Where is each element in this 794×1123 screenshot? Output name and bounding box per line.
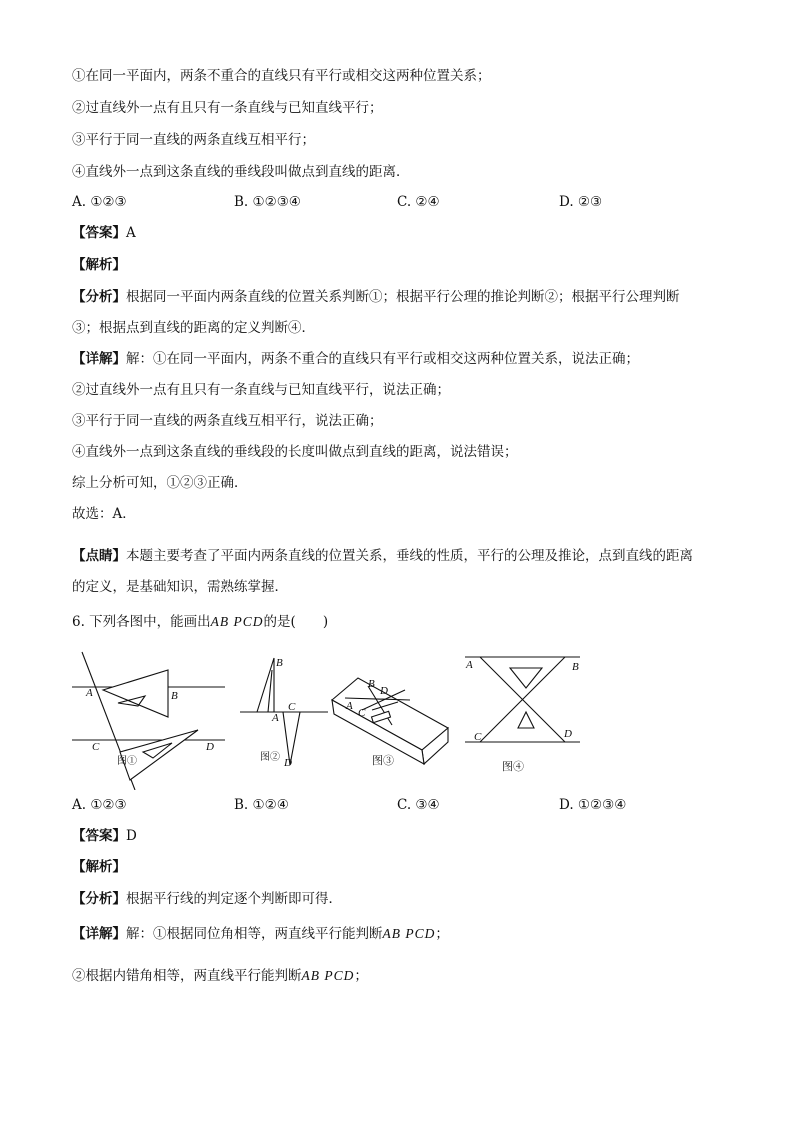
- q6-analysis: [72, 889, 342, 909]
- detail-tag: 【详解】: [72, 926, 126, 942]
- detail-math: AB PCD: [382, 926, 436, 941]
- q5-detail-6: 故选：A．: [72, 506, 136, 522]
- q5-option-d: D. ②③: [559, 194, 603, 210]
- comment-text: 本题主要考查了平面内两条直线的位置关系，垂线的性质，平行的公理及推论，点到直线的距离: [126, 548, 693, 564]
- q5-comment-1: [72, 546, 693, 566]
- fig4-caption: 图④: [502, 761, 524, 773]
- q5-jiexi: 【解析】: [72, 257, 126, 273]
- fig3-label-b: B: [368, 678, 375, 690]
- q5-answer: [72, 223, 136, 243]
- figure-1: [72, 652, 225, 790]
- fig3-label-c: C: [358, 707, 366, 719]
- fig1-label-d: D: [206, 741, 214, 753]
- q6-prefix: 6. 下列各图中，能画出: [72, 614, 211, 630]
- q6-jiexi: 【解析】: [72, 859, 126, 875]
- fig4-label-d: D: [564, 728, 572, 740]
- q5-option-b: B. ①②③④: [234, 194, 301, 210]
- answer-tag: 【答案】: [72, 225, 126, 241]
- q5-analysis-1: [72, 287, 680, 307]
- figure-3: [332, 678, 448, 767]
- fig4-label-c: C: [474, 731, 482, 743]
- analysis-tag: 【分析】: [72, 891, 126, 907]
- detail-tag: 【详解】: [72, 351, 126, 367]
- detail-end: ；: [354, 968, 368, 984]
- fig2-label-b: B: [276, 657, 283, 669]
- detail-text: ②根据内错角相等，两直线平行能判断: [72, 968, 302, 984]
- fig4-label-b: B: [572, 661, 579, 673]
- q6-option-c: C. ③④: [397, 797, 440, 813]
- analysis-tag: 【分析】: [72, 289, 126, 305]
- detail-text: 解：①根据同位角相等，两直线平行能判断: [126, 926, 383, 942]
- fig2-label-a: A: [272, 712, 279, 724]
- q5-option-c: C. ②④: [397, 194, 440, 210]
- analysis-text: 根据同一平面内两条直线的位置关系判断①；根据平行公理的推论判断②；根据平行公理判断: [126, 289, 680, 305]
- figure-4: [465, 657, 580, 773]
- q6-detail-1: [72, 924, 449, 944]
- answer-value: A: [126, 225, 136, 241]
- q5-detail-5: 综上分析可知，①②③正确．: [72, 475, 248, 491]
- q5-comment-2: 的定义，是基础知识，需熟练掌握．: [72, 579, 288, 595]
- fig3-caption: 图③: [372, 755, 394, 767]
- fig2-caption: 图②: [260, 752, 280, 763]
- q6-answer: [72, 826, 137, 846]
- q6-stem: [72, 612, 328, 632]
- statement-2: ②过直线外一点有且只有一条直线与已知直线平行；: [72, 100, 383, 116]
- comment-tag: 【点睛】: [72, 548, 126, 564]
- fig1-label-a: A: [86, 687, 93, 699]
- fig2-label-d: D: [284, 757, 292, 769]
- q6-math: AB PCD: [210, 614, 264, 629]
- statement-1: ①在同一平面内，两条不重合的直线只有平行或相交这两种位置关系；: [72, 68, 491, 84]
- detail-text: 解：①在同一平面内，两条不重合的直线只有平行或相交这两种位置关系，说法正确；: [126, 351, 639, 367]
- q6-option-b: B. ①②④: [234, 797, 289, 813]
- q5-detail-3: ③平行于同一直线的两条直线互相平行，说法正确；: [72, 413, 383, 429]
- fig2-label-c: C: [288, 701, 296, 713]
- fig3-label-d: D: [380, 685, 388, 697]
- statement-3: ③平行于同一直线的两条直线互相平行；: [72, 132, 315, 148]
- q6-option-d: D. ①②③④: [559, 797, 627, 813]
- fig1-label-c: C: [92, 741, 100, 753]
- q6-suffix: 的是( ): [263, 614, 329, 630]
- q5-analysis-2: ③；根据点到直线的距离的定义判断④．: [72, 320, 315, 336]
- q5-detail-2: ②过直线外一点有且只有一条直线与已知直线平行，说法正确；: [72, 382, 450, 398]
- q6-option-a: A. ①②③: [72, 797, 127, 813]
- answer-value: D: [126, 828, 137, 844]
- detail-end: ；: [435, 926, 449, 942]
- q5-detail-4: ④直线外一点到这条直线的垂线段的长度叫做点到直线的距离，说法错误；: [72, 444, 518, 460]
- q5-option-a: A. ①②③: [72, 194, 127, 210]
- analysis-text: 根据平行线的判定逐个判断即可得．: [126, 891, 342, 907]
- q6-detail-2: [72, 966, 368, 986]
- fig1-caption: 图①: [117, 756, 137, 767]
- figure-2: [240, 657, 328, 769]
- statement-4: ④直线外一点到这条直线的垂线段叫做点到直线的距离．: [72, 164, 410, 180]
- figures-row: [0, 640, 794, 790]
- detail-math: AB PCD: [301, 968, 355, 983]
- q5-detail-1: [72, 349, 639, 369]
- answer-tag: 【答案】: [72, 828, 126, 844]
- fig3-label-a: A: [346, 700, 353, 712]
- fig4-label-a: A: [466, 659, 473, 671]
- fig1-label-b: B: [171, 690, 178, 702]
